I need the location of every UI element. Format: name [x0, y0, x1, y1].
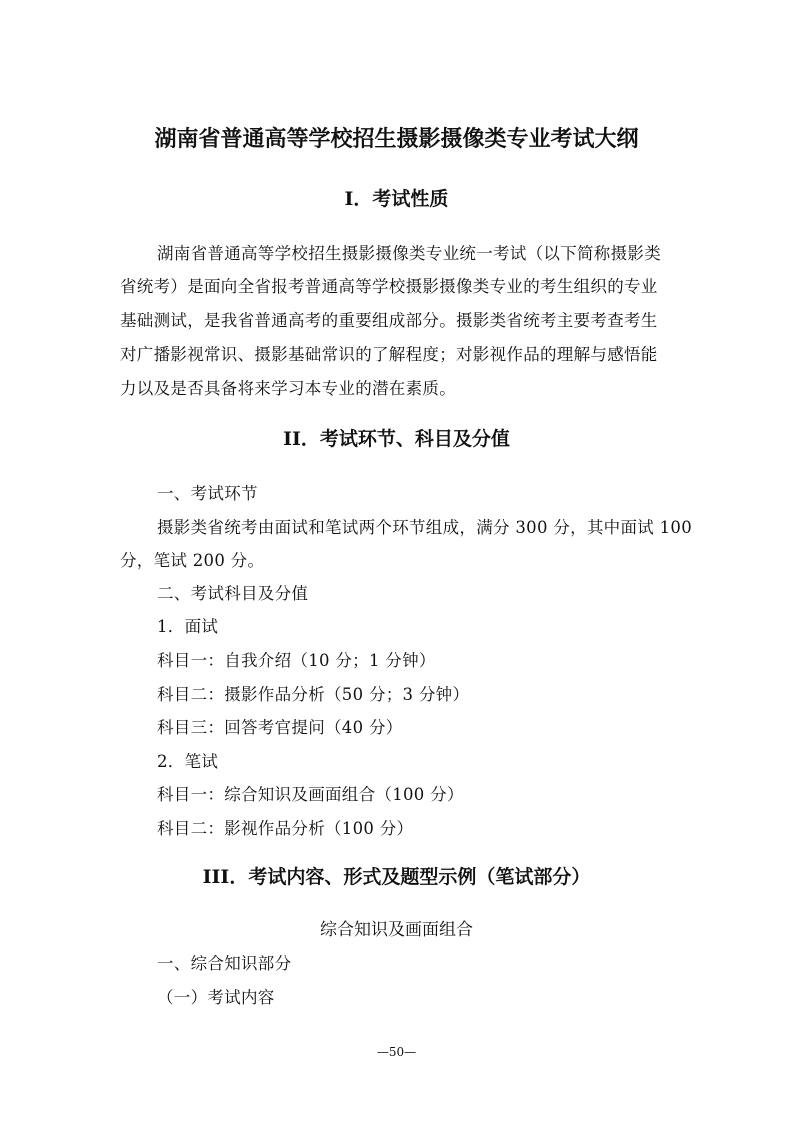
section-2-heading: II．考试环节、科目及分值: [283, 428, 510, 450]
section-3-subheading: 综合知识及画面组合: [320, 920, 473, 940]
section-1-paragraph-line: 省统考）是面向全省报考普通高等学校摄影摄像类专业的考生组织的专业: [120, 277, 658, 296]
interview-item: 科目三：回答考官提问（40 分）: [157, 718, 403, 737]
interview-label: 1．面试: [157, 617, 219, 636]
section-1-paragraph-line: 对广播影视常识、摄影基础常识的了解程度；对影视作品的理解与感悟能: [120, 345, 658, 364]
subjects-subheading: 二、考试科目及分值: [157, 584, 309, 603]
exam-stages-paragraph-line: 摄影类省统考由面试和笔试两个环节组成，满分 300 分，其中面试 100: [157, 518, 693, 537]
document-title: 湖南省普通高等学校招生摄影摄像类专业考试大纲: [154, 126, 639, 152]
section-1-paragraph-line: 基础测试，是我省普通高考的重要组成部分。摄影类省统考主要考查考生: [120, 311, 658, 330]
exam-content-subheading: （一）考试内容: [157, 988, 275, 1007]
written-label: 2．笔试: [157, 752, 219, 771]
section-3-heading: III．考试内容、形式及题型示例（笔试部分）: [202, 866, 591, 888]
exam-stages-paragraph-line: 分，笔试 200 分。: [120, 551, 265, 570]
section-1-paragraph-line: 湖南省普通高等学校招生摄影摄像类专业统一考试（以下简称摄影类: [157, 244, 661, 263]
interview-item: 科目二：摄影作品分析（50 分；3 分钟）: [157, 685, 470, 704]
written-item: 科目一：综合知识及画面组合（100 分）: [157, 785, 464, 804]
interview-item: 科目一：自我介绍（10 分；1 分钟）: [157, 651, 436, 670]
comprehensive-knowledge-subheading: 一、综合知识部分: [157, 954, 292, 973]
written-item: 科目二：影视作品分析（100 分）: [157, 819, 414, 838]
section-1-heading: I．考试性质: [344, 188, 449, 210]
page-number: —50—: [376, 1045, 417, 1059]
exam-stages-subheading: 一、考试环节: [157, 484, 258, 503]
section-1-paragraph-line: 力以及是否具备将来学习本专业的潜在素质。: [120, 379, 456, 398]
